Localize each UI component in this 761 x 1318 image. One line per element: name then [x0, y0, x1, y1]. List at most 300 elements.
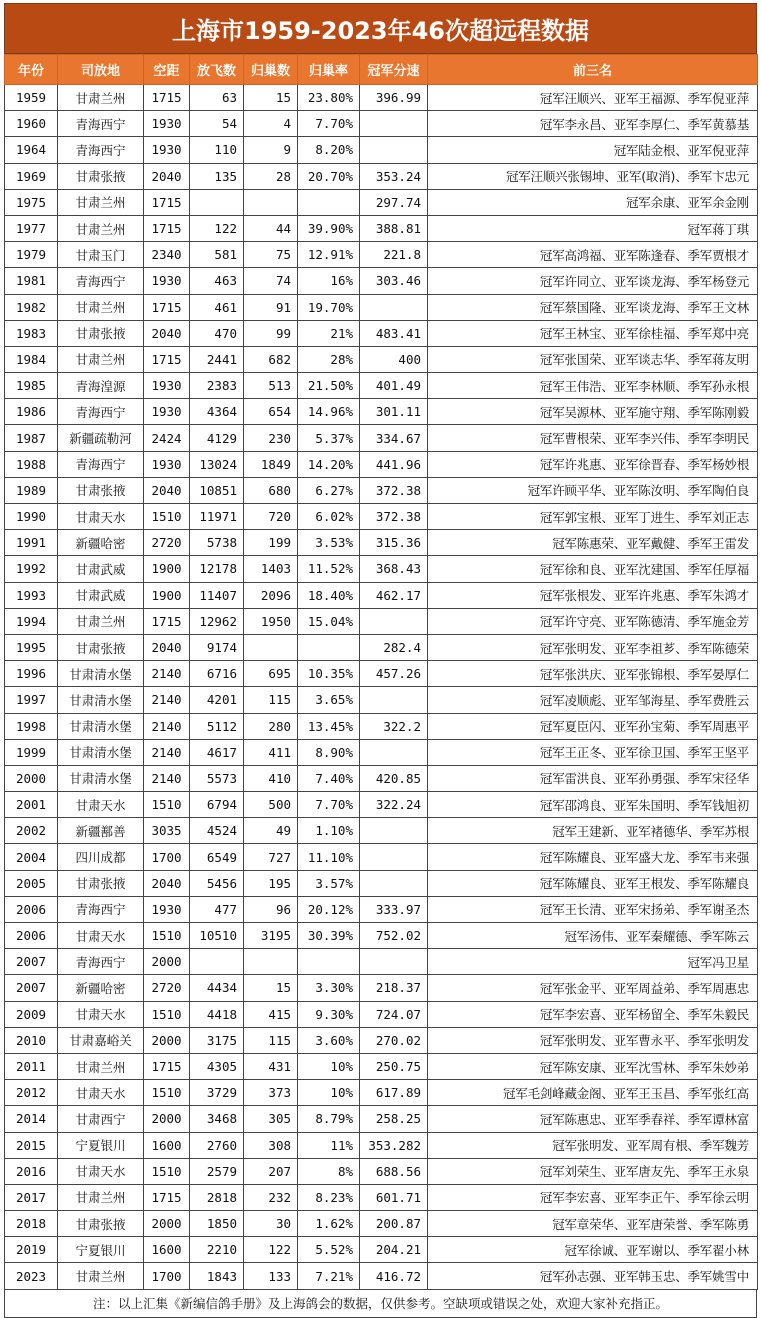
header-top-three: 前三名	[428, 55, 758, 85]
cell-release-site: 甘肃兰州	[58, 215, 144, 241]
cell-return-rate: 3.65%	[298, 687, 360, 713]
cell-released: 135	[190, 163, 244, 189]
cell-winner-speed: 372.38	[360, 477, 428, 503]
cell-year: 2007	[5, 975, 58, 1001]
cell-returned: 654	[244, 399, 298, 425]
cell-returned: 1950	[244, 608, 298, 634]
header-returned: 归巢数	[244, 55, 298, 85]
cell-return-rate: 8.90%	[298, 739, 360, 765]
cell-winner-speed: 724.07	[360, 1001, 428, 1027]
cell-release-site: 甘肃嘉峪关	[58, 1027, 144, 1053]
cell-year: 1989	[5, 477, 58, 503]
table-row	[5, 477, 758, 503]
cell-released: 6794	[190, 792, 244, 818]
cell-release-site: 青海湟源	[58, 373, 144, 399]
cell-return-rate: 21.50%	[298, 373, 360, 399]
cell-top-three: 冠军张金平、亚军周益弟、季军周惠忠	[428, 975, 758, 1001]
cell-distance: 1510	[144, 1158, 190, 1184]
cell-released	[190, 949, 244, 975]
cell-year: 2019	[5, 1237, 58, 1263]
cell-top-three: 冠军张明发、亚军曹永平、季军张明发	[428, 1027, 758, 1053]
cell-year: 2012	[5, 1080, 58, 1106]
cell-winner-speed: 401.49	[360, 373, 428, 399]
cell-returned: 431	[244, 1053, 298, 1079]
table-row	[5, 896, 758, 922]
cell-return-rate: 11.10%	[298, 844, 360, 870]
cell-distance: 2424	[144, 425, 190, 451]
table-row	[5, 1184, 758, 1210]
cell-released: 461	[190, 294, 244, 320]
cell-year: 2017	[5, 1184, 58, 1210]
cell-winner-speed: 250.75	[360, 1053, 428, 1079]
table-row	[5, 844, 758, 870]
table-row	[5, 425, 758, 451]
cell-release-site: 甘肃兰州	[58, 85, 144, 111]
cell-winner-speed: 601.71	[360, 1184, 428, 1210]
cell-returned: 2096	[244, 582, 298, 608]
cell-distance: 1510	[144, 1001, 190, 1027]
cell-distance: 1715	[144, 1053, 190, 1079]
table-row	[5, 1080, 758, 1106]
footnote: 注：以上汇集《新编信鸽手册》及上海鸽会的数据，仅供参考。空缺项或错误之处，欢迎大家补充指正。	[4, 1290, 757, 1318]
cell-release-site: 甘肃张掖	[58, 634, 144, 660]
cell-returned: 305	[244, 1106, 298, 1132]
cell-returned: 232	[244, 1184, 298, 1210]
cell-return-rate: 30.39%	[298, 923, 360, 949]
cell-top-three: 冠军陆金根、亚军倪亚萍	[428, 137, 758, 163]
table-row	[5, 294, 758, 320]
cell-released: 581	[190, 242, 244, 268]
cell-return-rate	[298, 949, 360, 975]
cell-year: 2010	[5, 1027, 58, 1053]
cell-winner-speed	[360, 111, 428, 137]
table-row	[5, 608, 758, 634]
cell-year: 1993	[5, 582, 58, 608]
table-row	[5, 1132, 758, 1158]
cell-return-rate: 11.52%	[298, 556, 360, 582]
cell-distance: 1715	[144, 189, 190, 215]
cell-year: 1986	[5, 399, 58, 425]
cell-release-site: 甘肃天水	[58, 1001, 144, 1027]
data-sheet	[4, 3, 757, 1318]
cell-release-site: 青海西宁	[58, 137, 144, 163]
cell-year: 1990	[5, 504, 58, 530]
cell-return-rate: 6.02%	[298, 504, 360, 530]
cell-year: 1969	[5, 163, 58, 189]
table-row	[5, 399, 758, 425]
table-row	[5, 451, 758, 477]
cell-top-three: 冠军徐诚、亚军谢以、季军翟小林	[428, 1237, 758, 1263]
cell-return-rate: 3.30%	[298, 975, 360, 1001]
cell-returned	[244, 189, 298, 215]
cell-year: 1977	[5, 215, 58, 241]
cell-release-site: 甘肃天水	[58, 923, 144, 949]
cell-returned: 122	[244, 1237, 298, 1263]
cell-released: 2441	[190, 346, 244, 372]
cell-year: 1960	[5, 111, 58, 137]
cell-returned: 91	[244, 294, 298, 320]
cell-returned: 75	[244, 242, 298, 268]
cell-distance: 2340	[144, 242, 190, 268]
cell-released: 10851	[190, 477, 244, 503]
cell-release-site: 青海西宁	[58, 399, 144, 425]
cell-released: 5738	[190, 530, 244, 556]
cell-winner-speed: 688.56	[360, 1158, 428, 1184]
cell-top-three: 冠军汤伟、亚军秦耀德、季军陈云	[428, 923, 758, 949]
cell-return-rate: 8.79%	[298, 1106, 360, 1132]
cell-distance: 1700	[144, 844, 190, 870]
cell-distance: 1715	[144, 215, 190, 241]
cell-return-rate: 15.04%	[298, 608, 360, 634]
cell-year: 1983	[5, 320, 58, 346]
table-row	[5, 765, 758, 791]
cell-released: 6716	[190, 661, 244, 687]
cell-release-site: 甘肃清水堡	[58, 687, 144, 713]
cell-release-site: 甘肃兰州	[58, 1263, 144, 1289]
cell-release-site: 宁夏银川	[58, 1132, 144, 1158]
table-body	[5, 85, 758, 1290]
cell-return-rate: 7.70%	[298, 792, 360, 818]
cell-winner-speed: 322.2	[360, 713, 428, 739]
cell-winner-speed: 752.02	[360, 923, 428, 949]
cell-distance: 1930	[144, 896, 190, 922]
cell-return-rate: 19.70%	[298, 294, 360, 320]
cell-returned: 1403	[244, 556, 298, 582]
cell-release-site: 甘肃天水	[58, 1158, 144, 1184]
table-row	[5, 215, 758, 241]
cell-top-three: 冠军吴源林、亚军施守翔、季军陈刚毅	[428, 399, 758, 425]
cell-return-rate: 10%	[298, 1080, 360, 1106]
cell-distance: 2040	[144, 634, 190, 660]
cell-winner-speed: 396.99	[360, 85, 428, 111]
cell-year: 2023	[5, 1263, 58, 1289]
cell-distance: 2040	[144, 163, 190, 189]
cell-released: 2760	[190, 1132, 244, 1158]
cell-released: 5456	[190, 870, 244, 896]
cell-winner-speed: 258.25	[360, 1106, 428, 1132]
cell-return-rate: 7.40%	[298, 765, 360, 791]
cell-distance: 1930	[144, 451, 190, 477]
cell-return-rate	[298, 189, 360, 215]
cell-release-site: 甘肃兰州	[58, 294, 144, 320]
cell-released: 54	[190, 111, 244, 137]
cell-top-three: 冠军许顾平华、亚军陈汝明、季军陶伯良	[428, 477, 758, 503]
cell-winner-speed: 462.17	[360, 582, 428, 608]
cell-release-site: 青海西宁	[58, 949, 144, 975]
cell-year: 1998	[5, 713, 58, 739]
cell-released: 3729	[190, 1080, 244, 1106]
cell-returned: 195	[244, 870, 298, 896]
cell-winner-speed: 368.43	[360, 556, 428, 582]
cell-released: 3468	[190, 1106, 244, 1132]
cell-distance: 1600	[144, 1237, 190, 1263]
cell-top-three: 冠军李宏喜、亚军杨留全、季军朱毅民	[428, 1001, 758, 1027]
cell-release-site: 青海西宁	[58, 896, 144, 922]
cell-release-site: 甘肃张掖	[58, 1211, 144, 1237]
cell-returned: 49	[244, 818, 298, 844]
cell-return-rate: 7.21%	[298, 1263, 360, 1289]
table-row	[5, 556, 758, 582]
cell-returned	[244, 634, 298, 660]
cell-distance: 1930	[144, 137, 190, 163]
cell-distance: 2000	[144, 1106, 190, 1132]
cell-distance: 3035	[144, 818, 190, 844]
table-row	[5, 85, 758, 111]
table-row	[5, 739, 758, 765]
cell-returned: 308	[244, 1132, 298, 1158]
cell-return-rate: 20.12%	[298, 896, 360, 922]
table-row	[5, 1237, 758, 1263]
cell-return-rate: 18.40%	[298, 582, 360, 608]
cell-released: 6549	[190, 844, 244, 870]
cell-winner-speed: 400	[360, 346, 428, 372]
cell-released: 4418	[190, 1001, 244, 1027]
cell-winner-speed: 353.24	[360, 163, 428, 189]
cell-winner-speed: 221.8	[360, 242, 428, 268]
cell-released: 11407	[190, 582, 244, 608]
cell-release-site: 新疆哈密	[58, 530, 144, 556]
cell-top-three: 冠军章荣华、亚军唐荣誉、季军陈勇	[428, 1211, 758, 1237]
cell-release-site: 甘肃张掖	[58, 870, 144, 896]
cell-winner-speed	[360, 137, 428, 163]
cell-release-site: 新疆鄯善	[58, 818, 144, 844]
cell-release-site: 青海西宁	[58, 451, 144, 477]
cell-returned	[244, 949, 298, 975]
cell-returned: 230	[244, 425, 298, 451]
cell-year: 2007	[5, 949, 58, 975]
cell-top-three: 冠军孙志强、亚军韩玉忠、季军姚雪中	[428, 1263, 758, 1289]
cell-returned: 513	[244, 373, 298, 399]
cell-release-site: 甘肃天水	[58, 792, 144, 818]
cell-return-rate: 9.30%	[298, 1001, 360, 1027]
cell-release-site: 甘肃清水堡	[58, 661, 144, 687]
table-row	[5, 373, 758, 399]
cell-returned: 500	[244, 792, 298, 818]
cell-top-three: 冠军徐和良、亚军沈建国、季军任厚福	[428, 556, 758, 582]
cell-returned: 695	[244, 661, 298, 687]
table-row	[5, 530, 758, 556]
cell-winner-speed: 416.72	[360, 1263, 428, 1289]
cell-returned: 44	[244, 215, 298, 241]
cell-top-three: 冠军陈安康、亚军沈雪林、季军朱妙弟	[428, 1053, 758, 1079]
cell-winner-speed: 301.11	[360, 399, 428, 425]
cell-top-three: 冠军高鸿福、亚军陈逢春、季军贾根才	[428, 242, 758, 268]
cell-distance: 1715	[144, 1184, 190, 1210]
cell-return-rate: 14.96%	[298, 399, 360, 425]
cell-returned: 30	[244, 1211, 298, 1237]
cell-top-three: 冠军王伟浩、亚军李林顺、季军孙永根	[428, 373, 758, 399]
table-row	[5, 1001, 758, 1027]
header-row	[5, 55, 758, 85]
cell-year: 1995	[5, 634, 58, 660]
cell-top-three: 冠军张明发、亚军周有根、季军魏芳	[428, 1132, 758, 1158]
cell-top-three: 冠军邵鸿良、亚军朱国明、季军钱旭初	[428, 792, 758, 818]
cell-top-three: 冠军许守亮、亚军陈德清、季军施金芳	[428, 608, 758, 634]
cell-returned: 410	[244, 765, 298, 791]
cell-distance: 1930	[144, 111, 190, 137]
cell-top-three: 冠军汪顺兴张锡坤、亚军(取消)、季军卞忠元	[428, 163, 758, 189]
cell-release-site: 甘肃西宁	[58, 1106, 144, 1132]
cell-year: 1982	[5, 294, 58, 320]
cell-year: 1994	[5, 608, 58, 634]
cell-winner-speed	[360, 870, 428, 896]
cell-returned: 9	[244, 137, 298, 163]
cell-distance: 1715	[144, 85, 190, 111]
cell-winner-speed: 282.4	[360, 634, 428, 660]
cell-distance: 1510	[144, 1080, 190, 1106]
cell-released	[190, 189, 244, 215]
cell-released: 9174	[190, 634, 244, 660]
cell-year: 1997	[5, 687, 58, 713]
cell-year: 1991	[5, 530, 58, 556]
cell-top-three: 冠军冯卫星	[428, 949, 758, 975]
cell-top-three: 冠军许同立、亚军谈龙海、季军杨登元	[428, 268, 758, 294]
cell-year: 2000	[5, 765, 58, 791]
cell-winner-speed	[360, 739, 428, 765]
header-winner-speed: 冠军分速	[360, 55, 428, 85]
cell-release-site: 甘肃张掖	[58, 163, 144, 189]
cell-distance: 1930	[144, 373, 190, 399]
cell-return-rate: 3.53%	[298, 530, 360, 556]
cell-year: 1979	[5, 242, 58, 268]
cell-released: 5112	[190, 713, 244, 739]
header-released: 放飞数	[190, 55, 244, 85]
header-return-rate: 归巢率	[298, 55, 360, 85]
cell-top-three: 冠军陈耀良、亚军王根发、季军陈耀良	[428, 870, 758, 896]
cell-return-rate: 20.70%	[298, 163, 360, 189]
table-row	[5, 687, 758, 713]
cell-return-rate: 10.35%	[298, 661, 360, 687]
cell-release-site: 甘肃清水堡	[58, 739, 144, 765]
cell-distance: 1600	[144, 1132, 190, 1158]
cell-distance: 1930	[144, 268, 190, 294]
cell-release-site: 四川成都	[58, 844, 144, 870]
table-row	[5, 1106, 758, 1132]
cell-returned: 115	[244, 1027, 298, 1053]
table-row	[5, 582, 758, 608]
cell-distance: 2000	[144, 949, 190, 975]
table-row	[5, 818, 758, 844]
cell-returned: 727	[244, 844, 298, 870]
cell-winner-speed: 353.282	[360, 1132, 428, 1158]
table-row	[5, 1053, 758, 1079]
table-row	[5, 1027, 758, 1053]
table-row	[5, 242, 758, 268]
cell-top-three: 冠军张国荣、亚军谈志华、季军蒋友明	[428, 346, 758, 372]
cell-released: 1850	[190, 1211, 244, 1237]
header-distance: 空距	[144, 55, 190, 85]
cell-distance: 1510	[144, 792, 190, 818]
cell-return-rate: 1.10%	[298, 818, 360, 844]
cell-winner-speed	[360, 844, 428, 870]
cell-return-rate: 5.52%	[298, 1237, 360, 1263]
cell-released: 12178	[190, 556, 244, 582]
cell-released: 10510	[190, 923, 244, 949]
cell-return-rate: 13.45%	[298, 713, 360, 739]
cell-return-rate: 21%	[298, 320, 360, 346]
cell-released: 1843	[190, 1263, 244, 1289]
cell-released: 2210	[190, 1237, 244, 1263]
cell-year: 1988	[5, 451, 58, 477]
cell-return-rate: 7.70%	[298, 111, 360, 137]
cell-top-three: 冠军夏臣闪、亚军孙宝菊、季军周惠平	[428, 713, 758, 739]
table-row	[5, 792, 758, 818]
cell-released: 2579	[190, 1158, 244, 1184]
cell-distance: 1510	[144, 923, 190, 949]
cell-returned: 1849	[244, 451, 298, 477]
cell-year: 2018	[5, 1211, 58, 1237]
cell-released: 470	[190, 320, 244, 346]
cell-year: 2006	[5, 896, 58, 922]
cell-release-site: 甘肃兰州	[58, 1053, 144, 1079]
table-row	[5, 923, 758, 949]
cell-top-three: 冠军李宏喜、亚军李正午、季军徐云明	[428, 1184, 758, 1210]
cell-release-site: 青海西宁	[58, 268, 144, 294]
cell-distance: 2140	[144, 739, 190, 765]
cell-winner-speed: 303.46	[360, 268, 428, 294]
cell-winner-speed	[360, 608, 428, 634]
cell-distance: 2040	[144, 320, 190, 346]
cell-top-three: 冠军蒋丁琪	[428, 215, 758, 241]
cell-returned: 28	[244, 163, 298, 189]
table-row	[5, 268, 758, 294]
cell-year: 1975	[5, 189, 58, 215]
table-row	[5, 1263, 758, 1289]
cell-returned: 720	[244, 504, 298, 530]
cell-top-three: 冠军王建新、亚军褚德华、季军苏根	[428, 818, 758, 844]
cell-top-three: 冠军郭宝根、亚军丁进生、季军刘正志	[428, 504, 758, 530]
cell-release-site: 甘肃天水	[58, 1080, 144, 1106]
cell-winner-speed: 372.38	[360, 504, 428, 530]
table-row	[5, 346, 758, 372]
cell-release-site: 甘肃兰州	[58, 608, 144, 634]
cell-release-site: 甘肃武威	[58, 556, 144, 582]
cell-release-site: 青海西宁	[58, 111, 144, 137]
cell-winner-speed: 204.21	[360, 1237, 428, 1263]
cell-released: 4617	[190, 739, 244, 765]
cell-year: 1959	[5, 85, 58, 111]
cell-return-rate: 39.90%	[298, 215, 360, 241]
cell-return-rate: 16%	[298, 268, 360, 294]
cell-released: 4524	[190, 818, 244, 844]
cell-winner-speed: 457.26	[360, 661, 428, 687]
cell-return-rate: 14.20%	[298, 451, 360, 477]
cell-top-three: 冠军陈耀良、亚军盛大龙、季军韦来强	[428, 844, 758, 870]
table-row	[5, 870, 758, 896]
table-row	[5, 504, 758, 530]
cell-release-site: 甘肃兰州	[58, 346, 144, 372]
cell-distance: 1930	[144, 399, 190, 425]
cell-released: 4434	[190, 975, 244, 1001]
cell-release-site: 甘肃张掖	[58, 477, 144, 503]
cell-winner-speed: 420.85	[360, 765, 428, 791]
cell-top-three: 冠军李永昌、亚军李厚仁、季军黄慕基	[428, 111, 758, 137]
cell-returned: 96	[244, 896, 298, 922]
cell-top-three: 冠军蔡国隆、亚军谈龙海、季军王文林	[428, 294, 758, 320]
cell-top-three: 冠军王长清、亚军宋扬弟、季军谢圣杰	[428, 896, 758, 922]
cell-return-rate: 8.23%	[298, 1184, 360, 1210]
cell-released: 11971	[190, 504, 244, 530]
cell-released: 13024	[190, 451, 244, 477]
cell-returned: 133	[244, 1263, 298, 1289]
cell-top-three: 冠军王正冬、亚军徐卫国、季军王坚平	[428, 739, 758, 765]
cell-year: 1964	[5, 137, 58, 163]
cell-returned: 373	[244, 1080, 298, 1106]
cell-year: 2001	[5, 792, 58, 818]
cell-released: 4129	[190, 425, 244, 451]
cell-year: 1984	[5, 346, 58, 372]
cell-released: 5573	[190, 765, 244, 791]
